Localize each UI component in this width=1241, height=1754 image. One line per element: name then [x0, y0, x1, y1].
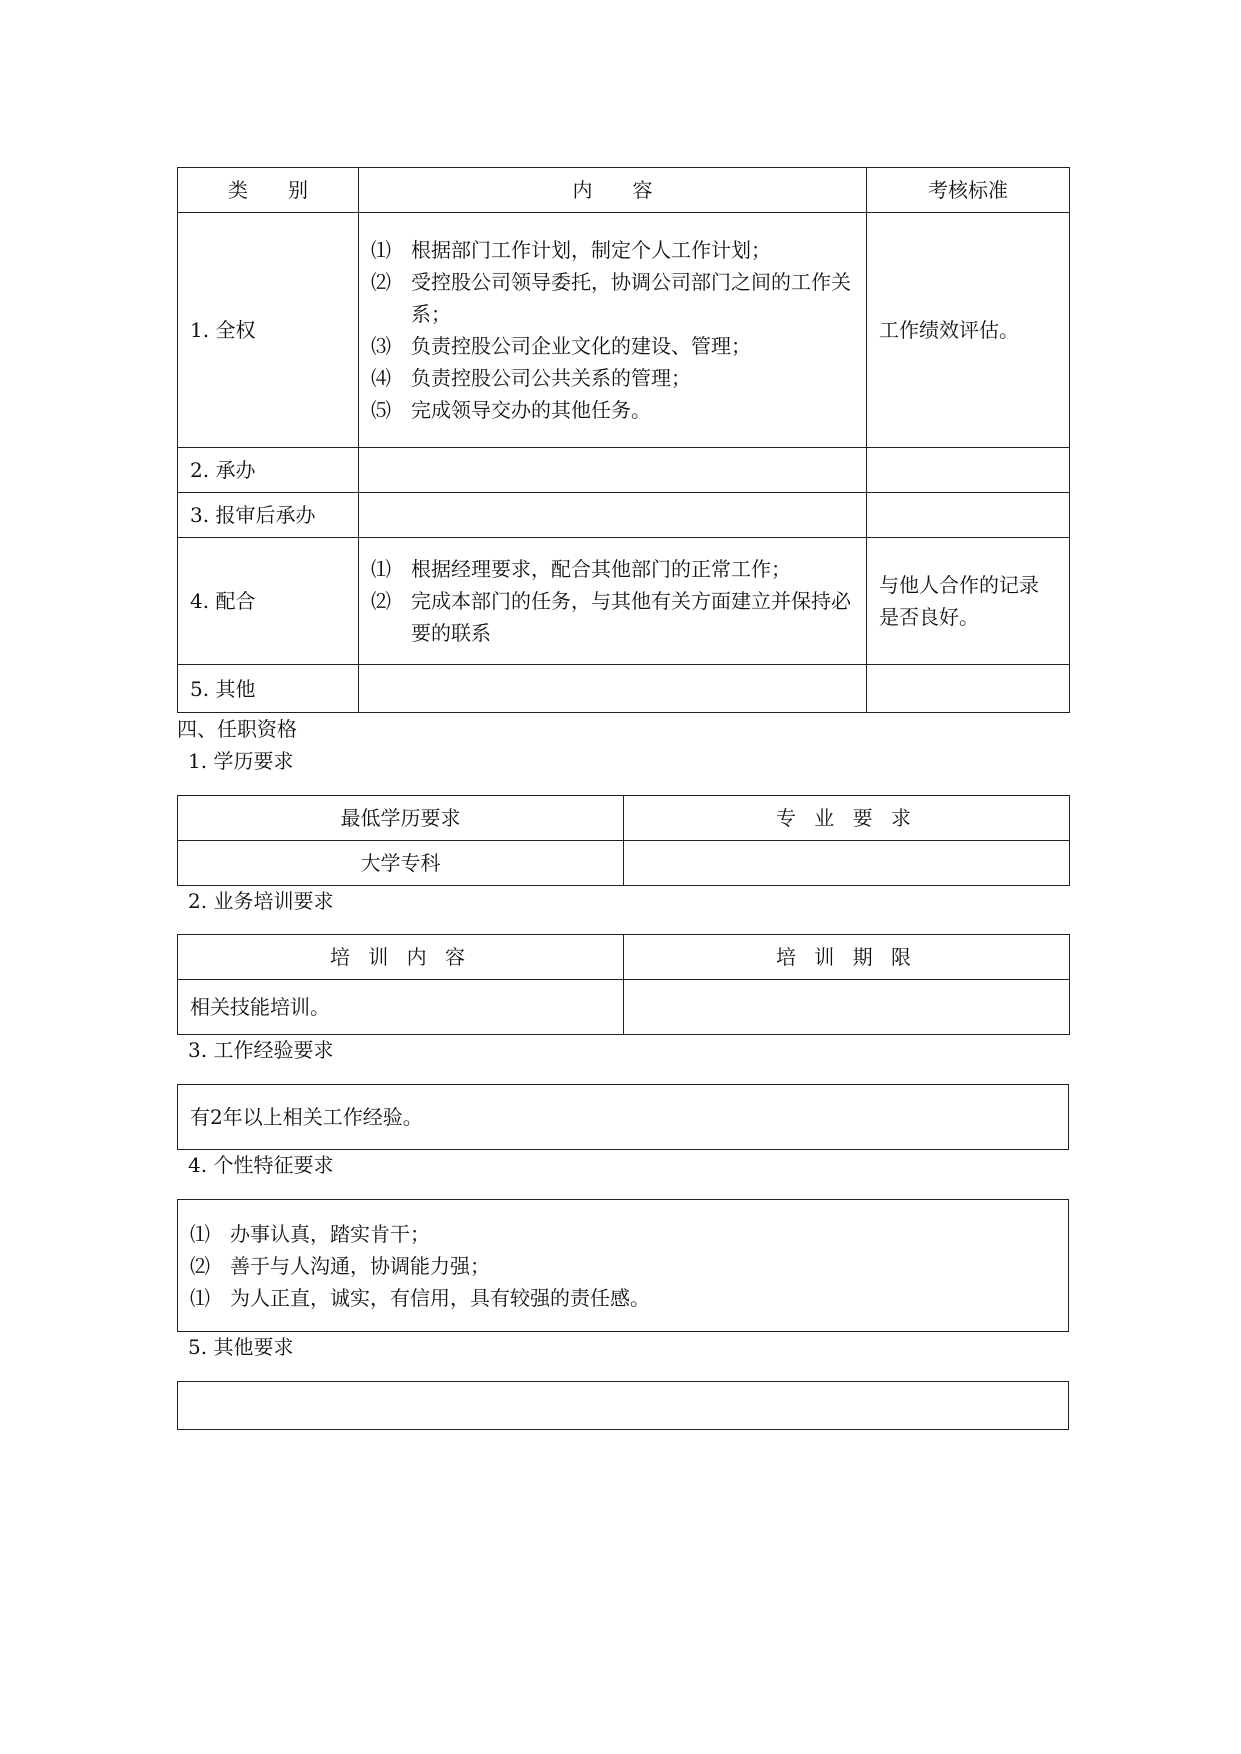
table-row — [178, 935, 1070, 980]
standard-cell: 与他人合作的记录是否良好。 — [867, 538, 1070, 665]
experience-text: 有2年以上相关工作经验。 — [178, 1085, 1069, 1150]
standard-cell — [867, 448, 1070, 493]
list-item — [371, 362, 854, 394]
training-period-value — [624, 980, 1070, 1035]
item-number: ⑶ — [371, 334, 391, 358]
section-title: 四、任职资格 — [177, 717, 297, 741]
item-number: ⑴ — [190, 1221, 210, 1246]
item-text: 受控股公司领导委托，协调公司部门之间的工作关系； — [411, 270, 851, 326]
training-content-header: 培 训 内 容 — [178, 935, 624, 980]
standard-cell: 工作绩效评估。 — [867, 213, 1070, 448]
category-cell: 4. 配合 — [178, 538, 359, 665]
list-item — [371, 234, 854, 266]
item-number: ⑵ — [371, 270, 391, 294]
list-item — [371, 394, 854, 426]
header-content: 内 容 — [359, 168, 867, 213]
list-item — [371, 585, 854, 649]
major-header: 专 业 要 求 — [624, 796, 1070, 841]
other-box — [177, 1381, 1069, 1430]
personality-box — [177, 1199, 1069, 1332]
other-text — [178, 1382, 1069, 1430]
table-row — [178, 665, 1070, 713]
item-text: 善于与人沟通，协调能力强； — [230, 1253, 490, 1278]
training-content-value: 相关技能培训。 — [178, 980, 624, 1035]
category-cell: 5. 其他 — [178, 665, 359, 713]
personality-title: 4. 个性特征要求 — [188, 1153, 334, 1177]
other-title: 5. 其他要求 — [188, 1335, 294, 1359]
training-title: 2. 业务培训要求 — [188, 889, 334, 913]
table-row — [178, 213, 1070, 448]
item-number: ⑴ — [371, 557, 391, 581]
item-text: 完成领导交办的其他任务。 — [411, 398, 651, 422]
table-row — [178, 841, 1070, 886]
table-row — [178, 1382, 1069, 1430]
table-row — [178, 493, 1070, 538]
list-item — [190, 1250, 1056, 1282]
item-number: ⑸ — [371, 398, 391, 422]
list-item — [190, 1218, 1056, 1250]
list-item — [371, 330, 854, 362]
table-row — [178, 980, 1070, 1035]
personality-cell — [178, 1200, 1069, 1332]
list-item — [371, 553, 854, 585]
category-cell: 1. 全权 — [178, 213, 359, 448]
training-table — [177, 934, 1070, 1035]
item-text: 根据经理要求，配合其他部门的正常工作； — [411, 557, 791, 581]
item-number: ⑵ — [190, 1253, 210, 1278]
item-text: 完成本部门的任务，与其他有关方面建立并保持必要的联系 — [411, 589, 851, 645]
content-cell — [359, 448, 867, 493]
table-row — [178, 538, 1070, 665]
item-text: 根据部门工作计划，制定个人工作计划； — [411, 238, 771, 262]
min-education-header: 最低学历要求 — [178, 796, 624, 841]
item-number: ⑵ — [371, 589, 391, 613]
content-cell — [359, 493, 867, 538]
list-item — [190, 1282, 1056, 1314]
experience-box — [177, 1084, 1069, 1150]
table-row — [178, 1200, 1069, 1332]
duty-table — [177, 167, 1070, 713]
item-number: ⑷ — [371, 366, 391, 390]
item-text: 办事认真，踏实肯干； — [230, 1221, 430, 1246]
major-value — [624, 841, 1070, 886]
item-text: 负责控股公司公共关系的管理； — [411, 366, 691, 390]
table-row — [178, 796, 1070, 841]
category-cell: 3. 报审后承办 — [178, 493, 359, 538]
content-cell — [359, 213, 867, 448]
min-education-value: 大学专科 — [178, 841, 624, 886]
standard-cell — [867, 665, 1070, 713]
table-row — [178, 1085, 1069, 1150]
education-title: 1. 学历要求 — [188, 749, 294, 773]
content-cell — [359, 665, 867, 713]
category-cell: 2. 承办 — [178, 448, 359, 493]
item-text: 为人正直，诚实，有信用，具有较强的责任感。 — [230, 1285, 650, 1310]
duty-table-header-row — [178, 168, 1070, 213]
experience-title: 3. 工作经验要求 — [188, 1038, 334, 1062]
list-item — [371, 266, 854, 330]
header-standard: 考核标准 — [867, 168, 1070, 213]
item-number: ⑴ — [371, 238, 391, 262]
table-row — [178, 448, 1070, 493]
education-table — [177, 795, 1070, 886]
header-category: 类 别 — [178, 168, 359, 213]
item-number: ⑴ — [190, 1285, 210, 1310]
standard-cell — [867, 493, 1070, 538]
content-cell — [359, 538, 867, 665]
training-period-header: 培 训 期 限 — [624, 935, 1070, 980]
item-text: 负责控股公司企业文化的建设、管理； — [411, 334, 751, 358]
